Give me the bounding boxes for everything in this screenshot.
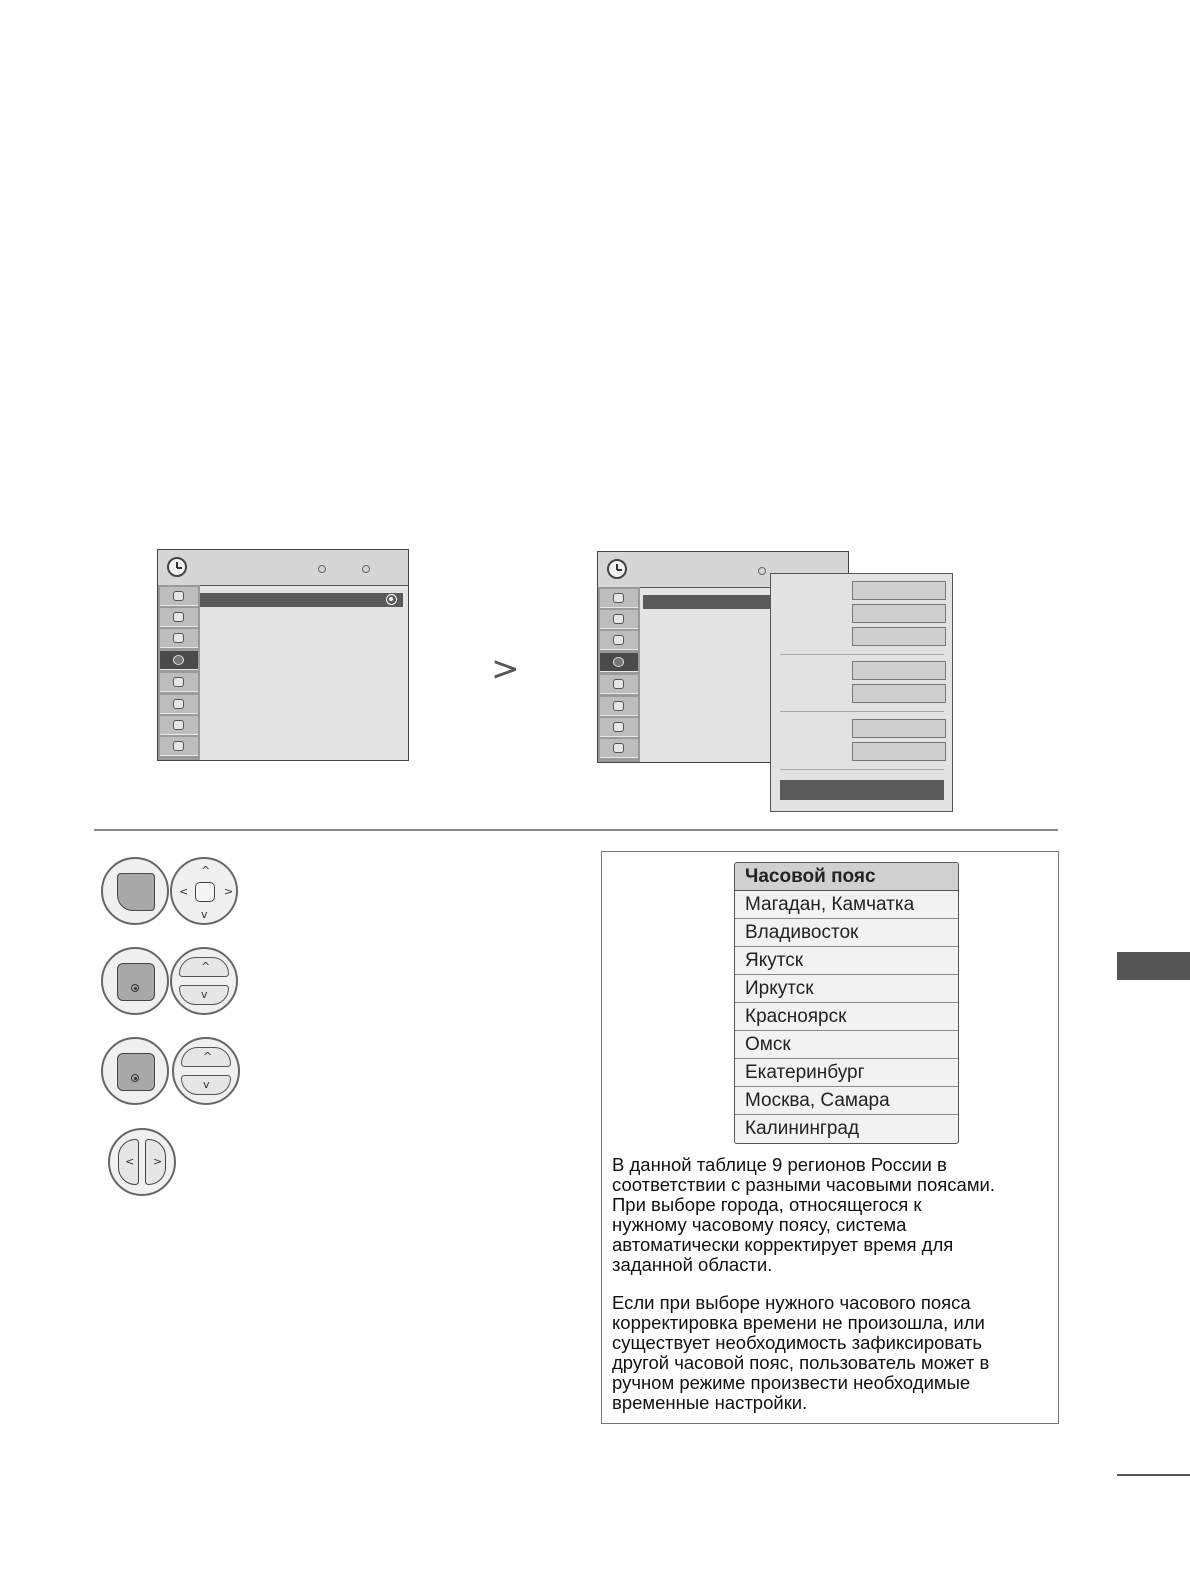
popup-divider xyxy=(780,711,944,712)
up-key: ^ xyxy=(179,957,229,977)
rail-input-icon[interactable] xyxy=(160,716,198,735)
up-arrow-icon: ^ xyxy=(201,864,211,877)
rail-media-icon[interactable] xyxy=(160,737,198,756)
rail-clock-icon[interactable] xyxy=(160,651,198,670)
popup-field[interactable] xyxy=(852,581,946,600)
up-key: ^ xyxy=(181,1047,231,1067)
rail-audio-icon[interactable] xyxy=(160,629,198,648)
rail-satellite-dish-icon[interactable] xyxy=(600,589,638,608)
rail-picture-icon[interactable] xyxy=(600,610,638,629)
timezone-table-header: Часовой пояс xyxy=(735,863,958,891)
timezone-row: Омск xyxy=(735,1031,958,1059)
settings-popup xyxy=(770,573,953,812)
popup-selected-row[interactable] xyxy=(780,780,944,800)
timezone-row: Иркутск xyxy=(735,975,958,1003)
timezone-row: Екатеринбург xyxy=(735,1059,958,1087)
ok-key xyxy=(117,1053,155,1091)
popup-field[interactable] xyxy=(852,684,946,703)
clock-icon xyxy=(607,559,627,579)
section-divider xyxy=(94,829,1058,831)
ok-indicator-icon xyxy=(386,594,397,605)
selected-menu-row[interactable] xyxy=(643,595,773,609)
selected-menu-row[interactable] xyxy=(200,593,403,607)
navigation-pad-icon xyxy=(170,857,238,925)
menu-key xyxy=(117,873,155,911)
up-down-button-icon xyxy=(170,947,238,1015)
rail-audio-icon[interactable] xyxy=(600,631,638,650)
timezone-row: Калининград xyxy=(745,1118,860,1139)
ok-button-icon xyxy=(101,947,169,1015)
navigate-icon xyxy=(315,562,327,574)
popup-divider xyxy=(780,654,944,655)
popup-field[interactable] xyxy=(852,661,946,680)
timezone-row: Магадан, Камчатка xyxy=(735,891,958,919)
timezone-info-box xyxy=(601,851,1059,1424)
popup-divider xyxy=(780,769,944,770)
page-number-line xyxy=(1117,1474,1190,1476)
down-key: v xyxy=(179,985,229,1005)
down-key: v xyxy=(181,1075,231,1095)
ok-icon xyxy=(359,562,371,574)
left-arrow-icon: < xyxy=(179,885,189,898)
step-arrow-icon: > xyxy=(491,649,520,689)
rail-option-icon[interactable] xyxy=(160,673,198,692)
popup-field[interactable] xyxy=(852,627,946,646)
down-arrow-icon: v xyxy=(201,908,208,921)
nav-ok-key xyxy=(195,882,215,902)
clock-icon xyxy=(167,557,187,577)
menu-screen-left xyxy=(157,549,409,761)
info-paragraph-2: Если при выборе нужного часового пояса корректировка времени не произошла, или существует необходимость зафиксировать другой часовой пояс, пользователь может в ручном режиме произвести необходимые временные настройки. xyxy=(612,1292,990,1413)
menu-header xyxy=(158,550,408,586)
timezone-row: Владивосток xyxy=(735,919,958,947)
popup-field[interactable] xyxy=(852,719,946,738)
rail-lock-icon[interactable] xyxy=(160,695,198,714)
ok-dot-icon xyxy=(131,984,139,992)
left-right-button-icon xyxy=(108,1128,176,1196)
chapter-tab xyxy=(1117,952,1190,980)
up-down-button-icon xyxy=(172,1037,240,1105)
rail-picture-icon[interactable] xyxy=(160,608,198,627)
rail-lock-icon[interactable] xyxy=(600,697,638,716)
rail-media-icon[interactable] xyxy=(600,739,638,758)
popup-field[interactable] xyxy=(852,604,946,623)
left-key: < xyxy=(118,1139,139,1185)
right-arrow-icon: > xyxy=(224,885,234,898)
timezone-row: Москва, Самара xyxy=(735,1087,958,1115)
timezone-row: Якутск xyxy=(735,947,958,975)
rail-input-icon[interactable] xyxy=(600,718,638,737)
menu-button-icon xyxy=(101,857,169,925)
right-key: > xyxy=(145,1139,166,1185)
rail-option-icon[interactable] xyxy=(600,675,638,694)
rail-clock-icon[interactable] xyxy=(600,653,638,672)
timezone-row: Красноярск xyxy=(735,1003,958,1031)
ok-dot-icon xyxy=(131,1074,139,1082)
navigate-icon xyxy=(755,564,767,576)
ok-button-icon xyxy=(101,1037,169,1105)
ok-key xyxy=(117,963,155,1001)
info-paragraph-1: В данной таблице 9 регионов России в соответствии с разными часовыми поясами. При выборе города, относящегося к нужному часовому поясу, система автоматически корректирует время для заданной области. xyxy=(612,1154,996,1275)
timezone-table xyxy=(734,862,959,1144)
popup-field[interactable] xyxy=(852,742,946,761)
rail-satellite-dish-icon[interactable] xyxy=(160,587,198,606)
menu-category-rail xyxy=(598,587,640,762)
menu-category-rail xyxy=(158,585,200,760)
